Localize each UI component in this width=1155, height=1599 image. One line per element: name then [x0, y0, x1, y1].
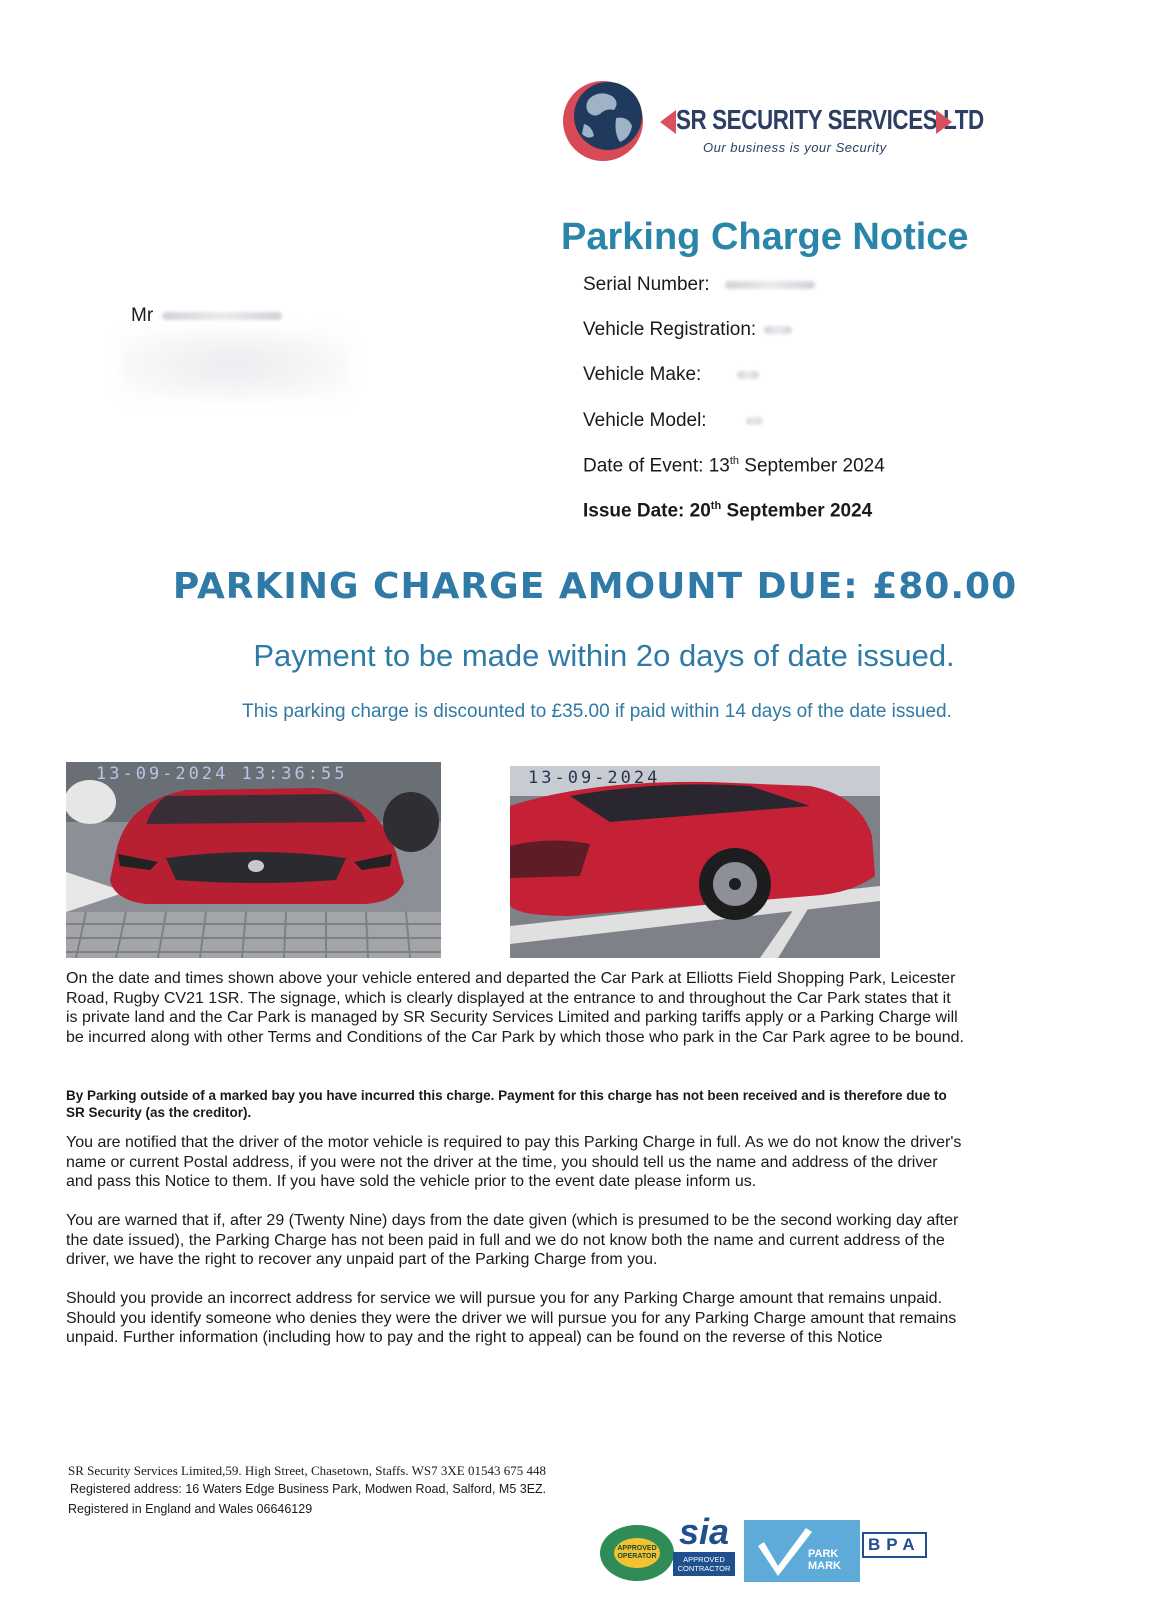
vehicle-make-field — [583, 364, 759, 386]
recipient-name — [131, 305, 282, 327]
payment-terms: Payment to be made within 2o days of date issued. — [253, 638, 955, 673]
company-tagline: Our business is your Security — [703, 140, 887, 155]
brand-arrow-right-icon — [936, 110, 952, 134]
serial-number-label: Serial Number: — [583, 274, 710, 295]
bpa-badge — [862, 1532, 954, 1578]
issue-date-field — [583, 500, 872, 522]
vehicle-side-illustration — [510, 766, 880, 958]
approved-operator-badge — [600, 1525, 674, 1581]
body-paragraph-2: By Parking outside of a marked bay you have incurred this charge. Payment for this charge has not been received and is therefore due to SR Security (as the creditor). — [66, 1088, 947, 1120]
discount-terms: This parking charge is discounted to £35.00 if paid within 14 days of the date issued. — [242, 701, 952, 722]
footer-company-address: SR Security Services Limited,59. High Street, Chasetown, Staffs. WS7 3XE 01543 675 448 — [68, 1463, 546, 1478]
amount-due-heading: PARKING CHARGE AMOUNT DUE: £80.00 — [172, 566, 1018, 607]
vehicle-make-label: Vehicle Make: — [583, 364, 702, 385]
recipient-name-redacted — [162, 312, 282, 320]
vehicle-registration-redacted — [764, 326, 792, 334]
footer-registration-number: Registered in England and Wales 06646129 — [68, 1502, 313, 1516]
sia-approved-label: APPROVED CONTRACTOR — [673, 1552, 735, 1576]
bpa-logo-text: BPA — [862, 1532, 927, 1558]
issue-date-day: 20 — [689, 500, 711, 522]
notice-title: Parking Charge Notice — [561, 216, 969, 258]
issue-date-label: Issue Date: — [583, 500, 685, 522]
body-paragraph-1: On the date and times shown above your vehicle entered and departed the Car Park at Elliotts Field Shopping Park, Leicester Road, Rugby CV21 1SR. The signage, which is clearly displayed at the entrance to and throughout the Car Park states that it is private land and the Car Park is managed by SR Security Services Limited and parking tariffs apply or a Parking Charge will be incurred along with other Terms and Conditions of the Car Park by which those who park in the Car Park agree to be bound. — [66, 970, 964, 1046]
company-name: SR SECURITY SERVICES LTD — [676, 104, 984, 135]
vehicle-side-photo — [510, 766, 880, 958]
approved-operator-label: APPROVED OPERATOR — [614, 1538, 660, 1568]
serial-number-field — [583, 274, 815, 296]
brand-arrow-left-icon — [660, 110, 676, 134]
date-of-event-rest: September 2024 — [744, 455, 885, 477]
body-paragraph-5: Should you provide an incorrect address for service we will pursue you for any Parking Charge amount that remains unpaid. Should you identify someone who denies they were the driver we will pursue you for any Parking Charge amount that remains unpaid. Further information (including how to pay and the right to appeal) can be found on the reverse of this Notice — [66, 1290, 957, 1346]
body-paragraph-3: You are notified that the driver of the motor vehicle is required to pay this Parking Charge in full. As we do not know the driver's name or current Postal address, if you were not the driver at the time, you should tell us the name and address of the driver and pass this Notice to them. If you have sold the vehicle prior to the event date please inform us. — [66, 1134, 962, 1190]
sia-approved-contractor-badge — [673, 1512, 735, 1584]
vehicle-model-label: Vehicle Model: — [583, 410, 707, 431]
vehicle-front-illustration — [66, 762, 441, 958]
front-photo-timestamp: 13-09-2024 13:36:55 — [96, 764, 348, 784]
sia-logo-text: sia — [678, 1511, 730, 1552]
issue-date-suffix: th — [710, 500, 722, 512]
footer-registered-address: Registered address: 16 Waters Edge Business Park, Modwen Road, Salford, M5 3EZ. — [70, 1482, 547, 1496]
globe-icon — [560, 78, 646, 164]
vehicle-registration-field — [583, 319, 792, 341]
body-paragraph-4: You are warned that if, after 29 (Twenty Nine) days from the date given (which is presumed to be the second working day after the date issued), the Parking Charge has not been paid in full and we do not know both the name and current address of the driver, we have the right to recover any unpaid part of the Parking Charge from you. — [66, 1212, 959, 1268]
date-of-event-field — [583, 455, 885, 477]
vehicle-front-photo — [66, 762, 441, 958]
recipient-address-redacted — [120, 330, 350, 400]
date-of-event-suffix: th — [729, 455, 740, 467]
vehicle-registration-label: Vehicle Registration: — [583, 319, 757, 340]
vehicle-make-redacted — [737, 371, 759, 379]
recipient-salutation: Mr — [131, 305, 154, 326]
park-mark-label: PARK MARK — [808, 1548, 841, 1572]
serial-number-redacted — [725, 281, 815, 289]
issue-date-rest: September 2024 — [726, 500, 873, 522]
date-of-event-label: Date of Event: — [583, 455, 704, 477]
park-mark-badge — [744, 1520, 860, 1582]
vehicle-model-redacted — [746, 417, 762, 425]
side-photo-timestamp: 13-09-2024 — [528, 768, 661, 788]
date-of-event-day: 13 — [708, 455, 730, 477]
vehicle-model-field — [583, 410, 762, 432]
